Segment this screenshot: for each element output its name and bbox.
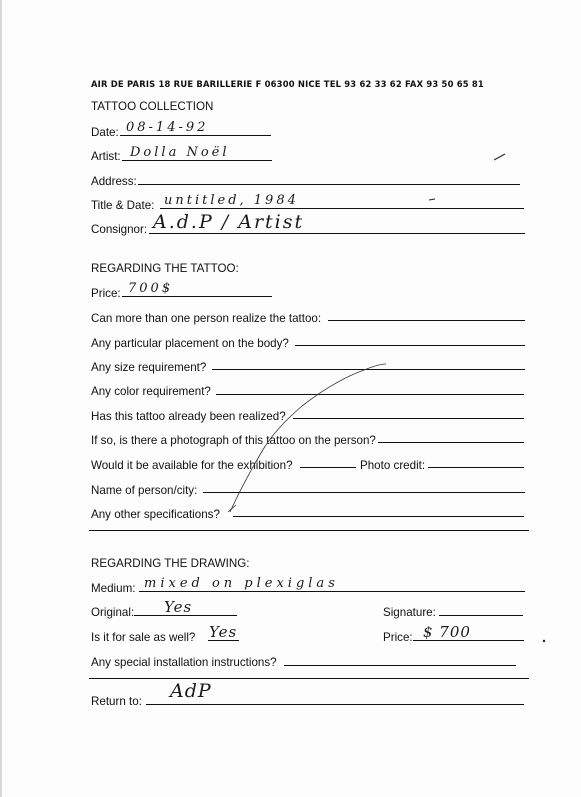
question-size: Any size requirement?	[91, 361, 207, 374]
question-realized: Has this tattoo already been realized?	[91, 410, 286, 423]
stray-mark-title	[429, 199, 435, 200]
title-date-value[interactable]: untitled, 1984	[164, 193, 299, 208]
question-other-specifications: Any other specifications?	[91, 508, 220, 521]
stray-dot	[543, 640, 545, 642]
pen-strike-marks	[2, 0, 581, 797]
medium-label: Medium:	[91, 582, 136, 595]
question-multiple-people: Can more than one person realize the tattoo:	[91, 312, 322, 325]
question-color: Any color requirement?	[91, 385, 211, 398]
tattoo-section-heading: REGARDING THE TATTOO:	[91, 262, 239, 275]
date-value[interactable]: 08-14-92	[126, 120, 209, 135]
tattoo-price-value[interactable]: 700$	[128, 281, 174, 296]
photo-credit-label: Photo credit:	[360, 459, 426, 472]
strike-line-lower	[230, 406, 302, 512]
for-sale-value[interactable]: Yes	[209, 623, 238, 641]
medium-value[interactable]: mixed on plexiglas	[144, 576, 339, 591]
question-placement: Any particular placement on the body?	[91, 337, 289, 350]
letterhead: AIR DE PARIS 18 RUE BARILLERIE F 06300 NICE TEL 93 62 33 62 FAX 93 50 65 81	[91, 79, 484, 89]
strike-tick	[228, 505, 236, 512]
date-label: Date:	[91, 126, 119, 139]
address-label: Address:	[91, 175, 137, 188]
signature-label: Signature:	[383, 606, 436, 619]
strike-line-upper	[302, 364, 386, 406]
artist-value[interactable]: Dolla Noël	[130, 145, 230, 160]
tattoo-price-label: Price:	[91, 287, 121, 300]
for-sale-label: Is it for sale as well?	[91, 631, 196, 644]
original-label: Original:	[91, 606, 135, 619]
question-photograph: If so, is there a photograph of this tattoo on the person?	[91, 434, 376, 447]
installation-label: Any special installation instructions?	[91, 656, 277, 669]
original-value[interactable]: Yes	[164, 598, 193, 616]
consignor-value[interactable]: A.d.P / Artist	[153, 211, 305, 233]
drawing-price-label: Price:	[383, 631, 413, 644]
artist-label: Artist:	[91, 150, 121, 163]
drawing-section-heading: REGARDING THE DRAWING:	[91, 557, 250, 570]
return-to-value[interactable]: AdP	[170, 680, 212, 702]
question-exhibition: Would it be available for the exhibition?	[91, 459, 293, 472]
question-person-city: Name of person/city:	[91, 484, 198, 497]
stray-mark-right	[494, 154, 505, 160]
consignor-label: Consignor:	[91, 223, 148, 236]
form-title: TATTOO COLLECTION	[91, 100, 214, 113]
title-date-label: Title & Date:	[91, 199, 155, 212]
drawing-price-value[interactable]: $ 700	[423, 623, 471, 641]
return-to-label: Return to:	[91, 695, 142, 708]
